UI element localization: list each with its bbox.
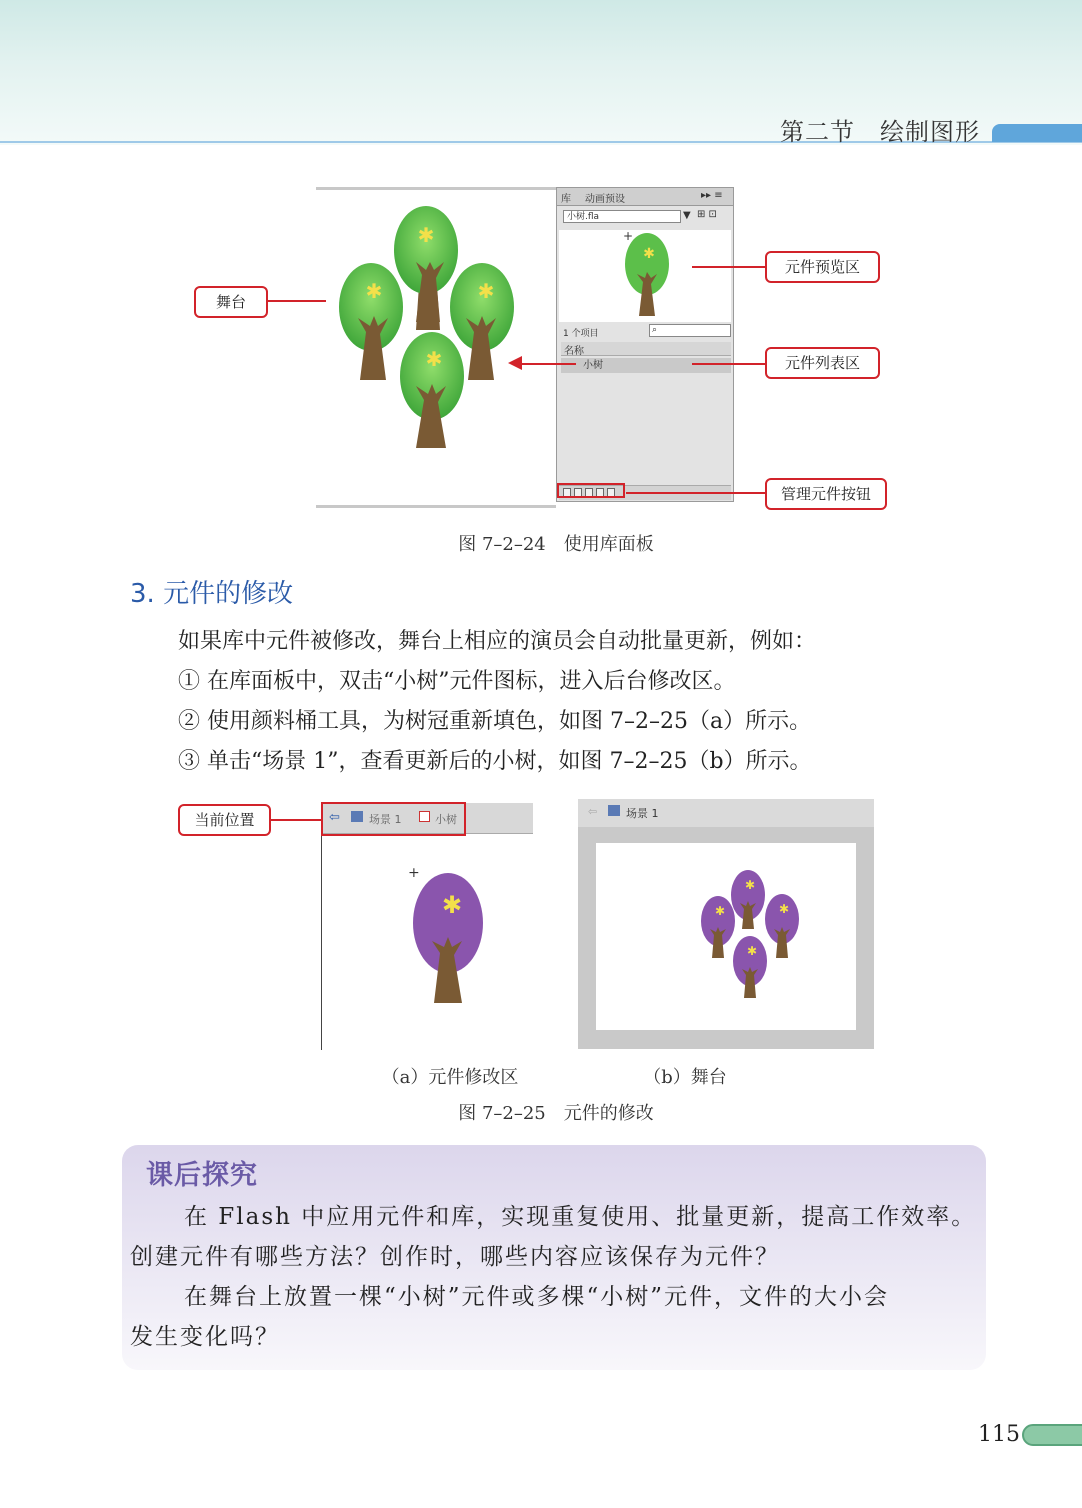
item-count: 1 个项目 bbox=[563, 329, 599, 339]
pin-icon[interactable]: ⊞ ⊡ bbox=[697, 209, 717, 220]
tab-motion-presets[interactable]: 动画预设 bbox=[585, 194, 625, 205]
svg-text:✱: ✱ bbox=[746, 944, 758, 958]
svg-text:✱: ✱ bbox=[744, 878, 756, 892]
callout-preview-area: 元件预览区 bbox=[765, 251, 880, 283]
svg-text:✱: ✱ bbox=[441, 891, 463, 919]
svg-text:✱: ✱ bbox=[417, 223, 435, 247]
stage-edit-bar bbox=[578, 799, 874, 827]
callout-manage-buttons: 管理元件按钮 bbox=[765, 478, 887, 510]
tree-left-purple bbox=[701, 896, 735, 958]
svg-text:+: + bbox=[408, 865, 420, 881]
callout-list-area: 元件列表区 bbox=[765, 347, 880, 379]
library-search-input[interactable] bbox=[649, 324, 731, 337]
library-file-select[interactable]: 小树.fla bbox=[563, 210, 681, 223]
library-panel bbox=[556, 187, 734, 502]
tab-library[interactable]: 库 bbox=[561, 194, 571, 205]
current-position-highlight bbox=[321, 802, 466, 836]
arrow-to-stage-line bbox=[520, 363, 576, 365]
section-heading: 3. 元件的修改 bbox=[130, 579, 294, 609]
svg-text:✱: ✱ bbox=[778, 902, 790, 916]
purple-trees-illustration bbox=[596, 843, 856, 1030]
callout-manage-line bbox=[626, 492, 765, 494]
page-number: 115 bbox=[978, 1422, 1020, 1447]
tree-bottom bbox=[400, 332, 464, 448]
crumb-symbol[interactable]: 小树 bbox=[435, 813, 457, 826]
figure2-caption: 图 7–2–25 元件的修改 bbox=[458, 1103, 654, 1124]
tree-left bbox=[339, 263, 403, 380]
sub-caption-b: （b）舞台 bbox=[643, 1067, 727, 1088]
preview-tree-illustration bbox=[559, 230, 731, 322]
purple-tree-edit-illustration bbox=[322, 803, 534, 1050]
crumb-scene[interactable]: 场景 1 bbox=[369, 813, 402, 826]
tree-top bbox=[394, 206, 458, 330]
stage-area bbox=[316, 187, 556, 508]
page-tab-decoration bbox=[1022, 1424, 1082, 1446]
back-arrow-icon[interactable]: ⇦ bbox=[588, 805, 598, 818]
paragraph-intro: 如果库中元件被修改，舞台上相应的演员会自动批量更新，例如： bbox=[178, 629, 817, 654]
svg-text:+: + bbox=[623, 230, 634, 243]
callout-preview-line bbox=[692, 266, 765, 268]
explore-line-1: 在 Flash 中应用元件和库，实现重复使用、批量更新，提高工作效率。 bbox=[184, 1204, 977, 1230]
symbol-edit-area bbox=[321, 803, 534, 1050]
svg-text:✱: ✱ bbox=[425, 347, 443, 371]
stage-trees-illustration bbox=[316, 190, 556, 499]
step-2: ② 使用颜料桶工具，为树冠重新填色，如图 7–2–25（a）所示。 bbox=[178, 709, 812, 734]
explore-line-4: 发生变化吗？ bbox=[130, 1324, 280, 1350]
chevron-down-icon[interactable]: ▼ bbox=[683, 210, 691, 221]
panel-menu-icon[interactable]: ▸▸ ≡ bbox=[701, 190, 723, 201]
manage-buttons-highlight bbox=[557, 483, 625, 498]
callout-stage: 舞台 bbox=[194, 286, 268, 318]
callout-current-line bbox=[271, 819, 321, 821]
sub-caption-a: （a）元件修改区 bbox=[381, 1067, 519, 1088]
callout-list-line bbox=[692, 363, 765, 365]
explore-title: 课后探究 bbox=[146, 1160, 258, 1191]
section-title: 第二节 绘制图形 bbox=[780, 118, 980, 146]
search-icon: ⌕ bbox=[652, 325, 658, 335]
library-tab-bar bbox=[557, 188, 733, 206]
callout-stage-line bbox=[268, 300, 326, 302]
figure1-caption: 图 7–2–24 使用库面板 bbox=[458, 534, 654, 555]
step-3: ③ 单击“场景 1”，查看更新后的小树，如图 7–2–25（b）所示。 bbox=[178, 749, 812, 774]
stage-canvas bbox=[596, 843, 856, 1030]
step-1: ① 在库面板中，双击“小树”元件图标，进入后台修改区。 bbox=[178, 669, 736, 694]
explore-line-2: 创建元件有哪些方法？创作时，哪些内容应该保存为元件？ bbox=[130, 1244, 780, 1270]
tree-right-purple bbox=[765, 894, 799, 958]
library-item-row[interactable]: 小树 bbox=[561, 358, 731, 373]
symbol-preview-area bbox=[559, 230, 731, 322]
arrow-left-icon bbox=[508, 356, 522, 370]
tree-bottom-purple bbox=[733, 936, 767, 998]
back-arrow-icon[interactable]: ⇦ bbox=[329, 810, 340, 825]
svg-text:✱: ✱ bbox=[643, 246, 655, 262]
svg-text:✱: ✱ bbox=[714, 904, 726, 918]
svg-text:✱: ✱ bbox=[477, 279, 495, 303]
scene-icon bbox=[608, 805, 620, 816]
crumb-scene-b[interactable]: 场景 1 bbox=[626, 807, 659, 820]
explore-line-3: 在舞台上放置一棵“小树”元件或多棵“小树”元件，文件的大小会 bbox=[184, 1284, 890, 1310]
tree-top-purple bbox=[731, 870, 765, 929]
callout-current-position: 当前位置 bbox=[178, 804, 271, 836]
column-header-name[interactable]: 名称 bbox=[561, 342, 731, 356]
svg-text:✱: ✱ bbox=[365, 279, 383, 303]
header-tab-decoration bbox=[992, 124, 1082, 142]
